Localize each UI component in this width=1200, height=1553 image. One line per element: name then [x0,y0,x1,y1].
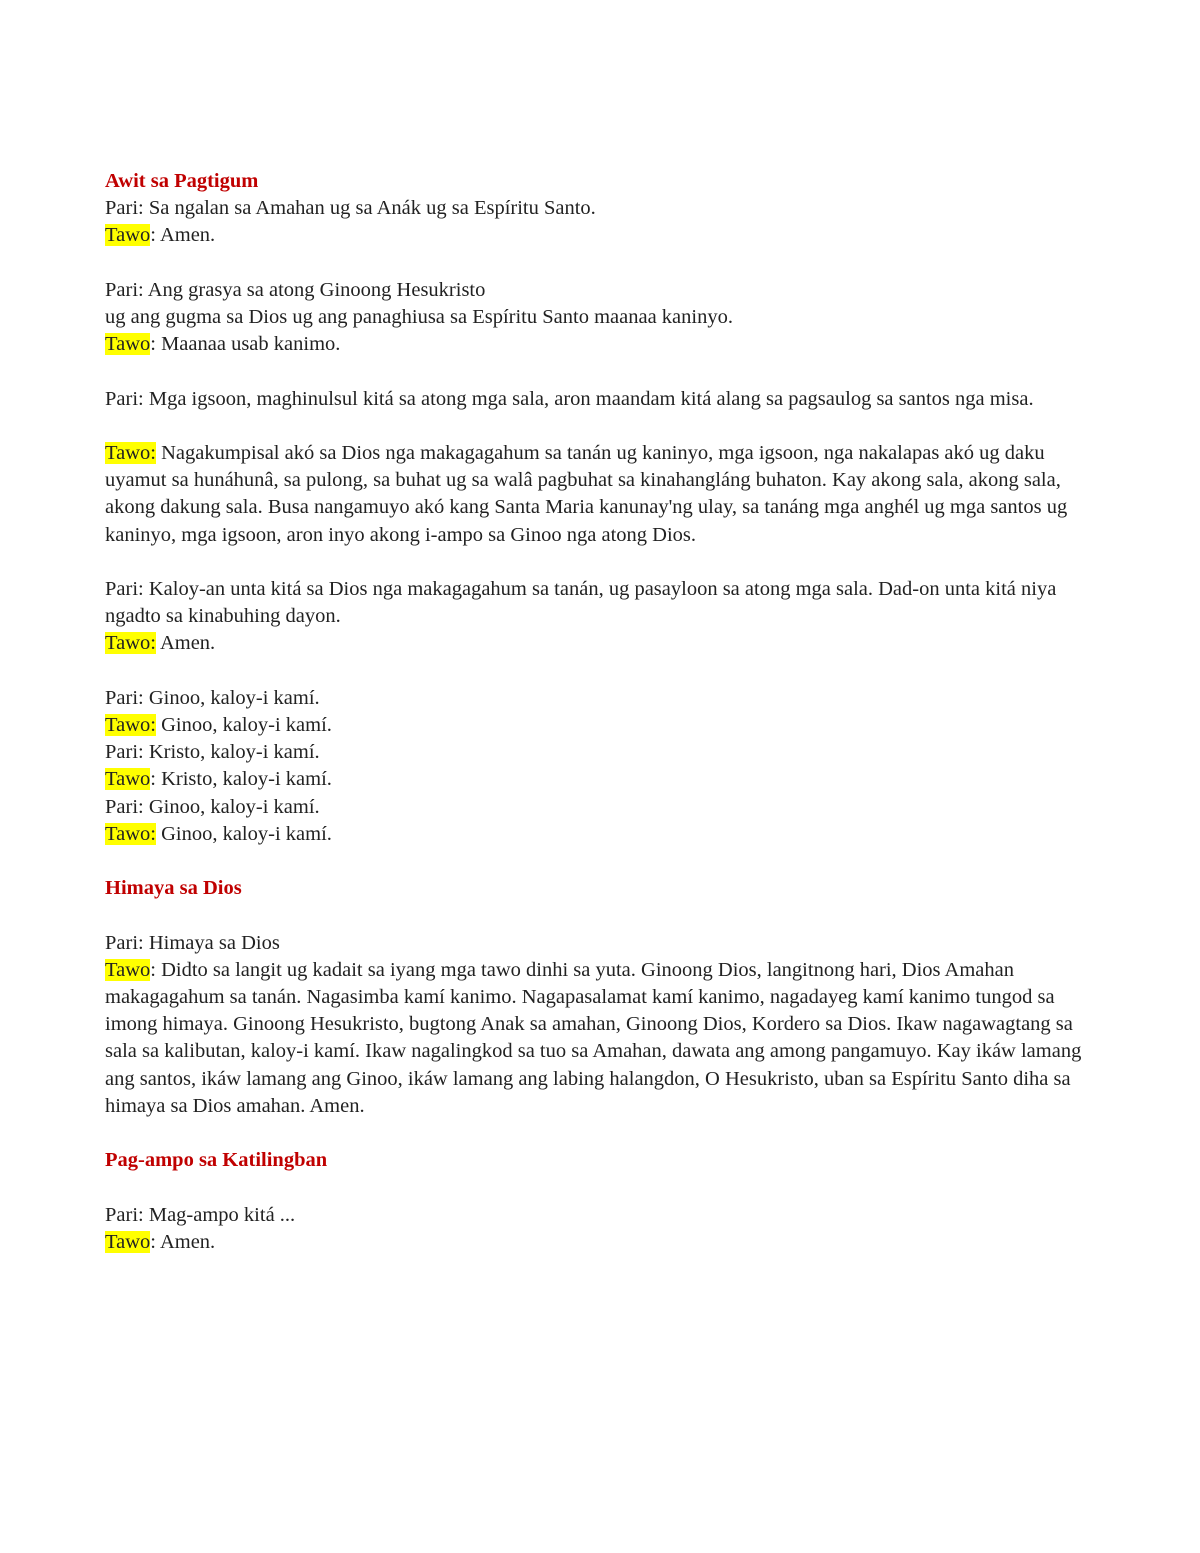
liturgy-line [105,821,1100,848]
speaker-separator: : [138,686,149,709]
liturgy-line [105,1202,1100,1229]
speaker-pari-label: Pari [105,686,139,709]
paragraph-spacer [105,658,1100,685]
line-text: Nagakumpisal akó sa Dios nga makagagahum sa tanán ug kaninyo, mga igsoon, nga nakalapas akó ug daku uyamut sa hunáhunâ, sa pulong, sa buhat ug sa walâ pagbuhat sa kinahangláng buhaton. Kay akong sala, akong sala, akong dakung sala. Busa nangamuyo akó kang Santa Maria kanunay'ng ulay, sa tanáng mga anghél ug mga santos ug kaninyo, mga igsoon, aron inyo akong i-ampo sa Ginoo nga atong Dios. [105,441,1068,546]
line-text: Ginoo, kaloy-i kamí. [161,822,332,845]
speaker-separator: : [150,1230,160,1253]
liturgy-line [105,685,1100,712]
speaker-separator: : [138,1203,149,1226]
speaker-pari-label: Pari [105,931,139,954]
speaker-tawo-label: Tawo [105,768,151,791]
paragraph-spacer [105,358,1100,385]
section-heading: Pag-ampo sa Katilingban [105,1149,328,1172]
line-text: ug ang gugma sa Dios ug ang panaghiusa sa Espíritu Santo maanaa kaninyo. [105,306,733,328]
speaker-tawo-label: Tawo [105,333,151,356]
section [105,1147,1100,1256]
speaker-separator: : [138,577,149,600]
liturgy-line [105,630,1100,657]
line-text: Kristo, kaloy-i kamí. [161,768,332,791]
line-text: Kaloy-an unta kitá sa Dios nga makagagahum sa tanán, ug pasayloon sa atong mga sala. Dad-on unta kitá niya ngadto sa kinabuhing dayon. [105,577,1057,628]
paragraph-spacer [105,1174,1100,1201]
liturgy-line [105,277,1100,304]
liturgy-line [105,712,1100,739]
speaker-tawo-label: Tawo: [105,822,156,845]
speaker-separator: : [150,224,160,247]
line-text: Sa ngalan sa Amahan ug sa Anák ug sa Espíritu Santo. [148,197,596,220]
liturgy-line [105,957,1100,1120]
speaker-separator: : [138,197,149,220]
paragraph-spacer [105,848,1100,875]
speaker-pari-label: Pari [105,795,139,818]
paragraph-spacer [105,902,1100,929]
liturgy-line [105,766,1100,793]
speaker-tawo-label: Tawo [105,224,151,247]
speaker-pari-label: Pari [105,278,139,301]
speaker-tawo-label: Tawo: [105,441,156,464]
section [105,875,1100,1147]
line-text: Himaya sa Dios [148,931,280,954]
liturgy-line [105,739,1100,766]
line-text: Ginoo, kaloy-i kamí. [148,795,320,818]
speaker-separator: : [138,741,149,764]
speaker-separator: : [150,768,162,791]
line-text: Ginoo, kaloy-i kamí. [161,713,332,736]
speaker-separator: : [138,931,149,954]
line-text: Amen. [159,632,216,655]
line-text: Amen. [159,224,216,247]
liturgy-line [105,222,1100,249]
liturgy-line [105,930,1100,957]
speaker-pari-label: Pari [105,1203,139,1226]
speaker-pari-label: Pari [105,741,139,764]
line-text: Kristo, kaloy-i kamí. [148,741,320,764]
section-heading: Himaya sa Dios [105,877,242,900]
speaker-pari-label: Pari [105,197,139,220]
speaker-tawo-label: Tawo: [105,632,156,655]
speaker-separator: : [150,958,162,981]
speaker-pari-label: Pari [105,577,139,600]
speaker-separator: : [150,333,162,356]
section-heading: Awit sa Pagtigum [105,170,259,192]
liturgy-line [105,386,1100,413]
speaker-tawo-label: Tawo: [105,713,156,736]
speaker-separator: : [138,278,148,301]
liturgy-line [105,304,1100,331]
section [105,168,1100,875]
paragraph-spacer [105,250,1100,277]
paragraph-spacer [105,549,1100,576]
line-text: Mag-ampo kitá ... [148,1203,296,1226]
speaker-tawo-label: Tawo [105,958,151,981]
speaker-separator: : [138,387,149,410]
speaker-separator: : [138,795,149,818]
paragraph-spacer [105,413,1100,440]
line-text: Mga igsoon, maghinulsul kitá sa atong mga sala, aron maandam kitá alang sa pagsaulog sa santos nga misa. [148,387,1034,410]
liturgy-line [105,331,1100,358]
liturgy-line [105,440,1100,549]
liturgy-line [105,576,1100,630]
line-text: Maanaa usab kanimo. [161,333,341,356]
line-text: Didto sa langit ug kadait sa iyang mga tawo dinhi sa yuta. Ginoong Dios, langitnong hari, Dios Amahan makagagahum sa tanán. Nagasimba kamí kanimo. Nagapasalamat kamí kanimo, nagadayeg kamí kanimo tungod sa imong himaya. Ginoong Hesukristo, bugtong Anak sa amahan, Ginoong Dios, Kordero sa Dios. Ikaw nagawagtang sa sala sa kalibutan, kaloy-i kamí. Ikaw nagalingkod sa tuo sa Amahan, dawata ang among pangamuyo. Kay ikáw lamang ang santos, ikáw lamang ang Ginoo, ikáw lamang ang labing halangdon, O Hesukristo, uban sa Espíritu Santo diha sa himaya sa Dios amahan. Amen. [105,958,1082,1117]
liturgy-line [105,794,1100,821]
speaker-tawo-label: Tawo [105,1230,151,1253]
line-text: Amen. [159,1230,216,1253]
line-text: Ginoo, kaloy-i kamí. [148,686,320,709]
line-text: Ang grasya sa atong Ginoong Hesukristo [147,278,486,301]
document-page [105,168,1100,1256]
liturgy-line [105,1229,1100,1256]
speaker-pari-label: Pari [105,387,139,410]
liturgy-line [105,195,1100,222]
paragraph-spacer [105,1120,1100,1147]
